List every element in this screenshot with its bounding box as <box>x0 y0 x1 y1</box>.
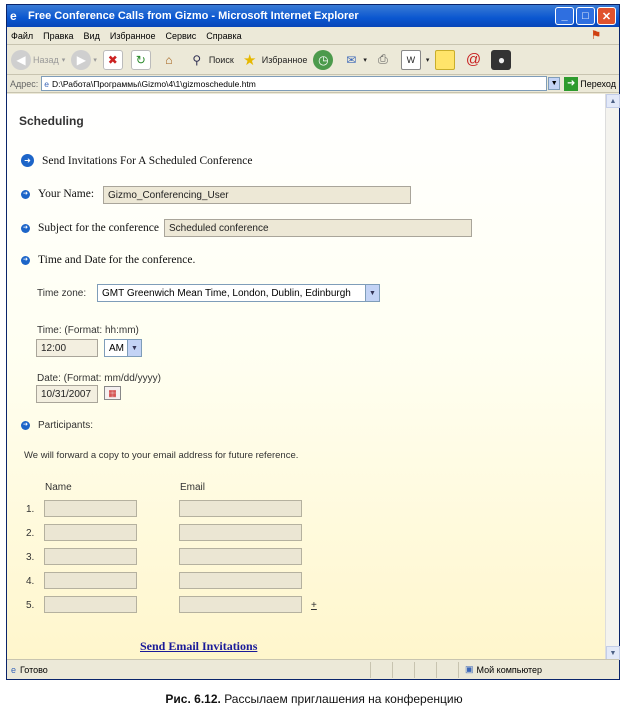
zone-text: Мой компьютер <box>476 664 543 675</box>
chevron-down-icon: ▼ <box>127 340 141 356</box>
address-bar <box>7 75 619 93</box>
time-date-row <box>21 254 195 266</box>
bullet-icon: ➜ <box>22 256 29 263</box>
messenger-button[interactable] <box>463 50 485 70</box>
bullet-icon: ➜ <box>22 422 29 428</box>
status-bar <box>7 659 619 679</box>
name-column-header: Name <box>45 482 72 493</box>
go-arrow-icon: ➜ <box>564 77 578 91</box>
word-icon: W <box>401 50 421 70</box>
maximize-button[interactable]: □ <box>576 7 595 25</box>
home-icon: ⌂ <box>165 52 173 67</box>
search-label: Поиск <box>208 54 234 65</box>
page-icon: e <box>44 78 49 89</box>
subject-row <box>21 222 159 234</box>
time-date-label: Time and Date for the conference. <box>38 254 196 266</box>
ampm-value: AM <box>109 342 124 354</box>
gizmo-button[interactable] <box>491 50 513 70</box>
row-number: 3. <box>26 552 35 563</box>
row-number: 2. <box>26 528 35 539</box>
arrow-bullet-icon: ➜ <box>21 154 34 167</box>
toolbar <box>7 45 619 75</box>
back-button[interactable]: ◀ Назад ▾ <box>11 50 65 70</box>
forward-note: We will forward a copy to your email address for future reference. <box>24 450 299 461</box>
history-button[interactable] <box>313 50 335 70</box>
time-input[interactable]: 12:00 <box>36 339 98 357</box>
menu-favorites[interactable]: Избранное <box>109 30 156 41</box>
menu-file[interactable]: Файл <box>11 30 34 41</box>
bullet-icon: ➜ <box>22 190 29 197</box>
participant-email-input[interactable] <box>179 500 302 517</box>
mail-icon: ✉ <box>346 52 357 67</box>
participant-email-input[interactable] <box>179 548 302 565</box>
date-input[interactable]: 10/31/2007 <box>36 385 98 403</box>
address-input[interactable] <box>41 76 547 91</box>
go-label: Переход <box>580 78 616 89</box>
send-invitations-link[interactable]: Send Email Invitations <box>140 639 258 653</box>
participant-name-input[interactable] <box>44 548 137 565</box>
minimize-button[interactable]: _ <box>555 7 574 25</box>
caption-text: Рассылаем приглашения на конференцию <box>224 692 463 706</box>
chevron-down-icon: ▼ <box>365 285 379 301</box>
page-status-icon: e <box>11 664 17 675</box>
forward-arrow-icon: ▶ <box>71 50 91 70</box>
print-icon: ⎙ <box>378 52 388 66</box>
add-participant-link[interactable]: + <box>311 600 317 611</box>
participant-email-input[interactable] <box>179 572 302 589</box>
back-label: Назад <box>33 54 59 65</box>
windows-logo-icon: ⚑ <box>590 28 602 42</box>
go-button[interactable] <box>564 77 616 91</box>
participant-email-input[interactable] <box>179 524 302 541</box>
participant-name-input[interactable] <box>44 524 137 541</box>
search-button[interactable] <box>187 50 234 70</box>
stop-icon: ✖ <box>103 50 123 70</box>
caption-number: Рис. 6.12. <box>165 692 221 706</box>
zone-indicator <box>458 662 542 678</box>
notes-button[interactable] <box>435 50 457 70</box>
stop-button[interactable] <box>103 50 125 70</box>
back-arrow-icon: ◀ <box>11 50 31 70</box>
at-sign-icon: @ <box>465 51 482 68</box>
computer-icon: ▣ <box>465 664 474 674</box>
address-dropdown-icon[interactable]: ▼ <box>548 77 560 90</box>
participants-label: Participants: <box>38 420 94 431</box>
favorites-button[interactable] <box>240 50 308 70</box>
bullet-icon: ➜ <box>22 224 29 231</box>
notes-icon <box>435 50 455 70</box>
vertical-scrollbar[interactable] <box>605 94 619 660</box>
participant-name-input[interactable] <box>44 572 137 589</box>
edit-word-button[interactable]: W ▾ <box>401 50 430 70</box>
section-title <box>21 154 252 167</box>
forward-button[interactable]: ▶ ▾ <box>71 50 97 70</box>
subject-label: Subject for the conference <box>38 222 160 234</box>
title-bar <box>7 5 619 27</box>
row-number: 4. <box>26 576 35 587</box>
refresh-icon: ↻ <box>131 50 151 70</box>
close-button[interactable]: ✕ <box>597 7 616 25</box>
menu-bar <box>7 27 619 45</box>
ampm-select[interactable] <box>104 339 142 357</box>
menu-help[interactable]: Справка <box>206 30 242 41</box>
page-content <box>7 94 605 660</box>
history-icon: ◷ <box>313 50 333 70</box>
browser-window <box>6 4 620 680</box>
favorites-label: Избранное <box>261 54 308 65</box>
ie-icon: e <box>10 9 17 23</box>
row-number: 1. <box>26 504 35 515</box>
gizmo-icon: ● <box>491 50 511 70</box>
page-heading: Scheduling <box>19 114 84 128</box>
scroll-up-icon[interactable]: ▲ <box>606 94 620 108</box>
section-title-text: Send Invitations For A Scheduled Conference <box>42 154 253 167</box>
refresh-button[interactable] <box>131 50 153 70</box>
participant-email-input[interactable] <box>179 596 302 613</box>
favorites-star-icon: ★ <box>243 51 257 69</box>
email-column-header: Email <box>180 482 206 493</box>
timezone-value: GMT Greenwich Mean Time, London, Dublin, Edinburgh <box>102 287 351 299</box>
timezone-select[interactable] <box>97 284 380 302</box>
your-name-label: Your Name: <box>38 188 95 200</box>
mail-button[interactable]: ✉ ▾ <box>341 50 367 70</box>
home-button[interactable] <box>159 50 181 70</box>
time-format-label: Time: (Format: hh:mm) <box>37 325 139 336</box>
subject-input[interactable]: Scheduled conference <box>164 219 472 237</box>
menu-edit[interactable]: Правка <box>43 30 74 41</box>
address-url: D:\Работа\Программы\Gizmo\4\1\gizmoschedule.htm <box>52 78 256 89</box>
calendar-icon[interactable]: ▦ <box>104 386 121 400</box>
participants-row <box>21 420 93 431</box>
figure-caption <box>0 692 628 706</box>
timezone-label: Time zone: <box>37 288 87 299</box>
address-label: Адрес: <box>10 78 39 89</box>
participant-name-input[interactable] <box>44 500 137 517</box>
status-text: Готово <box>20 664 48 675</box>
participant-name-input[interactable] <box>44 596 137 613</box>
row-number: 5. <box>26 600 35 611</box>
menu-tools[interactable]: Сервис <box>165 30 197 41</box>
window-title: Free Conference Calls from Gizmo - Microsoft Internet Explorer <box>28 10 359 22</box>
print-button[interactable] <box>373 50 395 70</box>
your-name-input[interactable]: Gizmo_Conferencing_User <box>103 186 411 204</box>
menu-view[interactable]: Вид <box>83 30 100 41</box>
date-format-label: Date: (Format: mm/dd/yyyy) <box>37 373 161 384</box>
your-name-row <box>21 188 94 200</box>
search-icon: ⚲ <box>192 52 202 67</box>
scroll-down-icon[interactable]: ▼ <box>606 646 620 660</box>
